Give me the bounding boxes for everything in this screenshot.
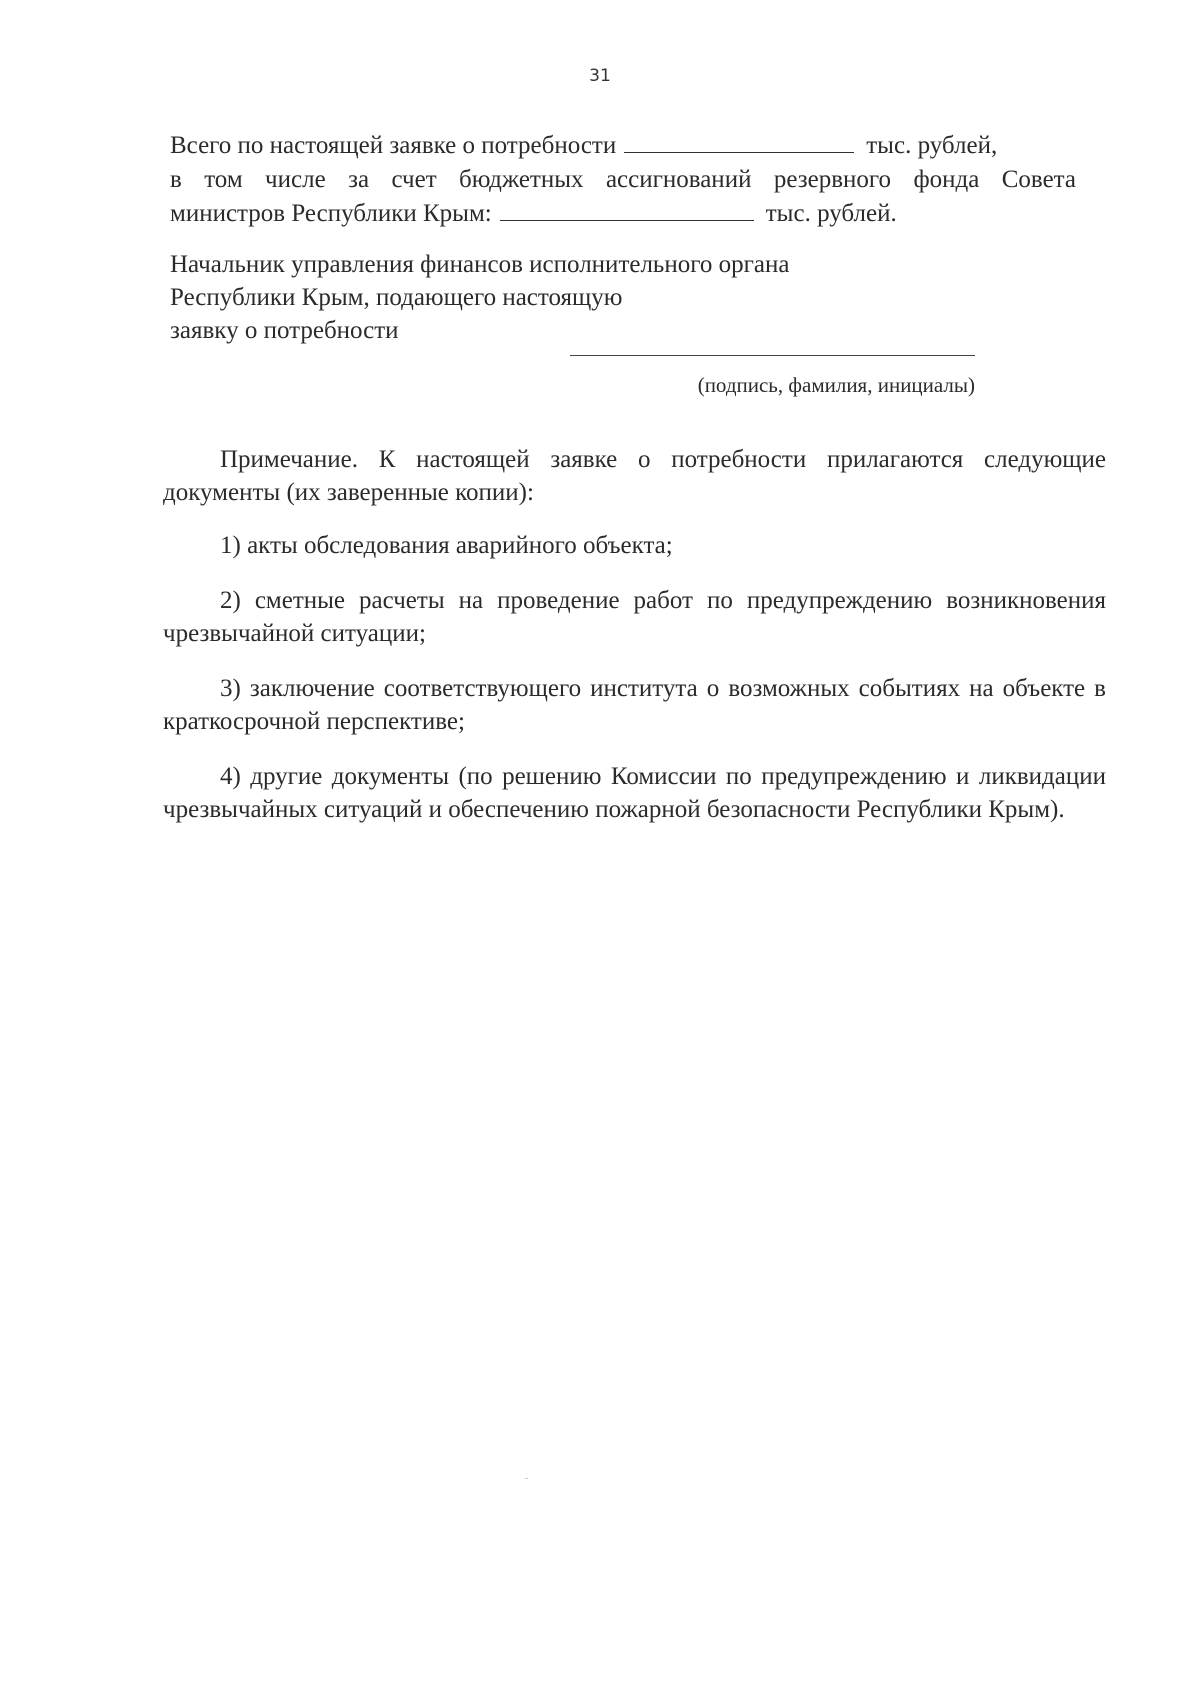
note-item: 3) заключение соответствующего института о возможных событиях на объекте в краткосрочной перспективе; — [163, 675, 1106, 735]
signature-line — [570, 355, 975, 356]
total-amount-blank — [624, 130, 854, 153]
signature-caption: (подпись, фамилия, инициалы) — [697, 373, 975, 397]
totals-line-1-prefix: Всего по настоящей заявке о потребности — [170, 132, 617, 159]
note-item: 2) сметные расчеты на проведение работ по предупреждению возникновения чрезвычайной ситуации; — [163, 587, 1106, 647]
reserve-fund-amount-blank — [500, 198, 754, 221]
signatory-line-1: Начальник управления финансов исполнительного органа — [170, 251, 790, 278]
signatory-line-2: Республики Крым, подающего настоящую — [170, 284, 623, 311]
scan-speck — [525, 1478, 528, 1479]
totals-line-1-suffix: тыс. рублей, — [866, 132, 998, 159]
note-intro: Примечание. К настоящей заявке о потребности прилагаются следующие документы (их заверенные копии): — [163, 446, 1106, 506]
note-item: 1) акты обследования аварийного объекта; — [220, 532, 673, 559]
note-item: 4) другие документы (по решению Комиссии по предупреждению и ликвидации чрезвычайных ситуаций и обеспечению пожарной безопасности Республики Крым). — [163, 763, 1106, 823]
totals-line-2: в том числе за счет бюджетных ассигнований резервного фонда Совета — [170, 166, 1076, 193]
note-section — [163, 443, 1106, 848]
totals-line-3 — [170, 197, 1076, 231]
signatory-line-3: заявку о потребности — [170, 317, 399, 344]
signatory-block — [170, 248, 789, 347]
totals-line-3-suffix: тыс. рублей. — [765, 200, 897, 227]
totals-line-3-prefix: министров Республики Крым: — [170, 200, 492, 227]
totals-block — [170, 129, 1076, 231]
page-number: 31 — [589, 66, 611, 86]
totals-line-1 — [170, 129, 1076, 163]
